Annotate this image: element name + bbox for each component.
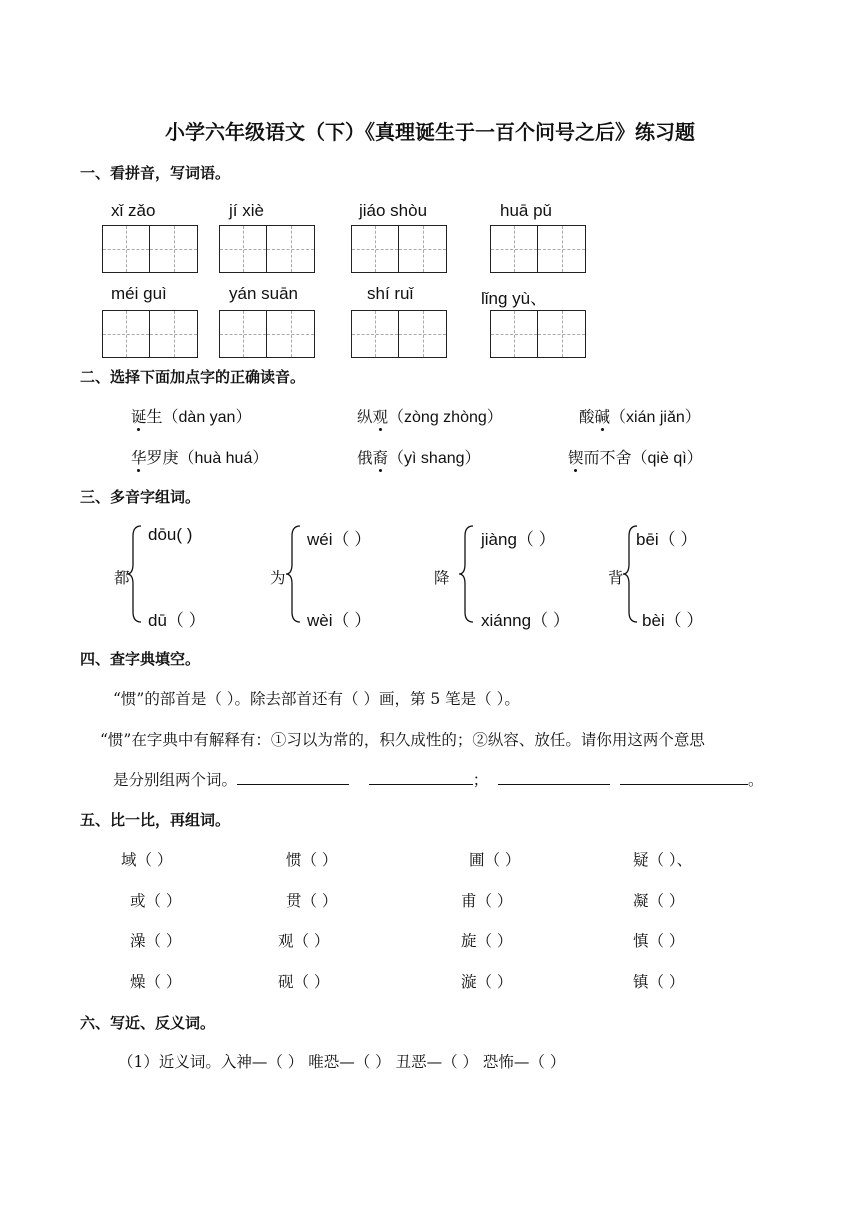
section-6-heading: 六、写近、反义词。	[80, 1014, 216, 1032]
polyphone-char: 为	[270, 569, 286, 587]
polyphone-reading: bēi（ ）	[636, 530, 698, 549]
compare-item: 澡（ ）	[130, 932, 182, 950]
section-1-heading: 一、看拼音，写词语。	[80, 164, 231, 182]
section-2-heading: 二、选择下面加点字的正确读音。	[80, 368, 306, 386]
section-4-heading: 四、查字典填空。	[80, 650, 201, 668]
reading-item: 锲而不舍（qiè qì）	[568, 449, 703, 467]
pinyin-label: jiáo shòu	[359, 201, 428, 220]
compare-item: 慎（ ）	[633, 932, 685, 950]
pinyin-label: huā pǔ	[500, 201, 552, 220]
dictionary-line: “惯”在字典中有解释有：①习以为常的，积久成性的；②纵容、放任。请你用这两个意思	[100, 731, 705, 749]
synonym-line: （1）近义词。入神—（ ） 唯恐—（ ） 丑恶—（ ） 恐怖—（ ）	[118, 1053, 566, 1071]
dictionary-line: “惯”的部首是（ ）。除去部首还有（ ）画，第 5 笔是（ ）。	[113, 690, 520, 708]
writing-grid[interactable]	[219, 310, 315, 358]
brace-icon	[126, 524, 146, 624]
reading-item: 酸碱（xián jiǎn）	[579, 408, 701, 426]
section-3-heading: 三、多音字组词。	[80, 488, 201, 506]
compare-item: 或（ ）	[130, 892, 182, 910]
dictionary-line: 是分别组两个词。 ； 。	[113, 771, 764, 789]
writing-grid[interactable]	[102, 310, 198, 358]
compare-item: 疑（ ）、	[633, 851, 693, 869]
brace-icon	[285, 524, 305, 624]
compare-item: 凝（ ）	[633, 892, 685, 910]
writing-grid[interactable]	[490, 310, 586, 358]
polyphone-char: 背	[608, 569, 624, 587]
reading-item: 俄裔（yì shang）	[357, 449, 481, 467]
pinyin-label: lǐng yù、	[481, 289, 548, 308]
polyphone-reading: wèi（ ）	[307, 611, 372, 630]
polyphone-reading: wéi（ ）	[307, 530, 372, 549]
reading-item: 诞生（dàn yan）	[131, 408, 252, 426]
reading-item: 纵观（zòng zhòng）	[357, 408, 503, 426]
compare-item: 漩（ ）	[461, 973, 513, 991]
polyphone-reading: dū（ ）	[148, 611, 206, 630]
section-5-heading: 五、比一比，再组词。	[80, 811, 231, 829]
pinyin-label: shí ruǐ	[367, 284, 414, 303]
polyphone-char: 降	[434, 569, 450, 587]
page-title: 小学六年级语文（下）《真理诞生于一百个问号之后》练习题	[165, 120, 695, 144]
compare-item: 观（ ）	[278, 932, 330, 950]
writing-grid[interactable]	[102, 225, 198, 273]
compare-item: 镇（ ）	[633, 973, 685, 991]
compare-item: 甫（ ）	[461, 892, 513, 910]
brace-icon	[458, 524, 478, 624]
writing-grid[interactable]	[219, 225, 315, 273]
polyphone-reading: xiánng（ ）	[481, 611, 570, 630]
compare-item: 砚（ ）	[278, 973, 330, 991]
reading-item: 华罗庚（huà huá）	[131, 449, 269, 467]
writing-grid[interactable]	[351, 310, 447, 358]
compare-item: 域（ ）	[121, 851, 173, 869]
compare-item: 惯（ ）	[286, 851, 338, 869]
compare-item: 燥（ ）	[130, 973, 182, 991]
pinyin-label: yán suān	[229, 284, 298, 303]
compare-item: 贯（ ）	[286, 892, 338, 910]
pinyin-label: xǐ zǎo	[111, 201, 156, 220]
polyphone-char: 都	[114, 569, 130, 587]
writing-grid[interactable]	[490, 225, 586, 273]
compare-item: 圃（ ）	[469, 851, 521, 869]
polyphone-reading: dōu( )	[148, 525, 193, 544]
pinyin-label: jí xiè	[229, 201, 264, 220]
polyphone-reading: bèi（ ）	[642, 611, 704, 630]
polyphone-reading: jiàng（ ）	[481, 530, 556, 549]
pinyin-label: méi guì	[111, 284, 167, 303]
writing-grid[interactable]	[351, 225, 447, 273]
compare-item: 旋（ ）	[461, 932, 513, 950]
